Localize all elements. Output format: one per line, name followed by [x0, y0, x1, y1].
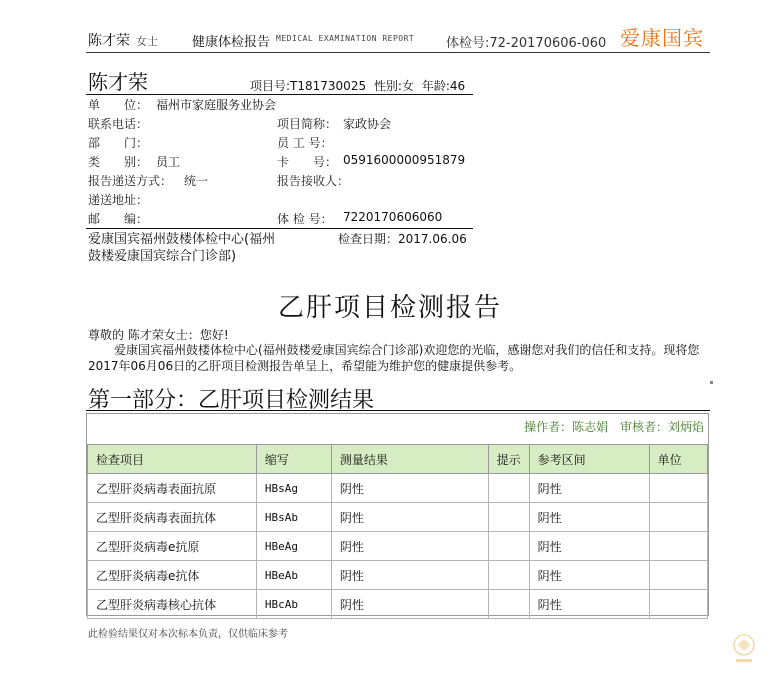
cell-result: 阴性 [331, 503, 488, 532]
header-report-title: 健康体检报告 [192, 35, 271, 50]
project-number-value: T181730025 [290, 79, 367, 93]
header-divider [86, 52, 710, 53]
table-row [88, 503, 708, 532]
field-unit-label: 单 位： [88, 98, 149, 112]
cell-reference: 阴性 [529, 590, 649, 619]
cell-item: 乙型肝炎病毒e抗原 [88, 532, 257, 561]
field-exam-no-label: 体 检 号： [277, 212, 333, 226]
cell-hint [488, 590, 529, 619]
field-project-abbr-label: 项目简称： [277, 117, 338, 131]
cell-unit [649, 532, 707, 561]
field-receiver-label: 报告接收人： [277, 174, 350, 188]
footnote: 此检验结果仅对本次标本负责，仅供临床参考 [88, 629, 288, 640]
cell-hint [488, 561, 529, 590]
column-header-item: 检查项目 [88, 445, 257, 474]
cell-abbr: HBeAb [256, 561, 331, 590]
cell-reference: 阴性 [529, 503, 649, 532]
table-row [88, 590, 708, 619]
check-date [338, 230, 467, 247]
patient-name: 陈才荣 [88, 70, 148, 94]
field-employee-no-label: 员 工 号： [277, 136, 333, 150]
field-delivery-address-label: 递送地址： [88, 193, 149, 207]
field-postcode-label: 邮 编： [88, 212, 149, 226]
cell-abbr: HBsAg [256, 474, 331, 503]
cell-reference: 阴性 [529, 474, 649, 503]
patient-meta [250, 77, 465, 94]
column-header-unit: 单位 [649, 445, 707, 474]
sex-label: 性别: [373, 79, 402, 93]
cell-item: 乙型肝炎病毒核心抗体 [88, 590, 257, 619]
reviewer-label: 审核者： [619, 420, 668, 434]
section-title: 第一部分：乙肝项目检测结果 [88, 388, 375, 413]
column-header-reference: 参考区间 [529, 445, 649, 474]
field-project-abbr-value: 家政协会 [343, 117, 392, 131]
cell-reference: 阴性 [529, 561, 649, 590]
operator-label: 操作者： [524, 420, 573, 434]
field-card-no-label: 卡 号： [277, 155, 338, 169]
cell-reference: 阴性 [529, 532, 649, 561]
operator-reviewer [524, 418, 704, 435]
corner-mark [710, 381, 713, 384]
cell-item: 乙型肝炎病毒表面抗原 [88, 474, 257, 503]
header-gender: 女士 [136, 35, 158, 48]
results-table [87, 444, 708, 619]
table-header-row [88, 445, 708, 474]
results-panel [86, 413, 709, 616]
institution-divider [86, 228, 473, 229]
brand-logo: 爱康国宾 [620, 26, 704, 50]
cell-abbr: HBcAb [256, 590, 331, 619]
check-date-value: 2017.06.06 [398, 232, 467, 246]
cell-abbr: HBeAg [256, 532, 331, 561]
sex-value: 女 [401, 79, 414, 93]
cell-result: 阴性 [331, 561, 488, 590]
patient-divider [86, 94, 473, 95]
field-card-no-value: 0591600000951879 [343, 153, 466, 167]
header-report-subtitle: MEDICAL EXAMINATION REPORT [276, 34, 415, 43]
age-label: 年龄: [421, 79, 450, 93]
field-phone-label: 联系电话： [88, 117, 149, 131]
column-header-result: 测量结果 [331, 445, 488, 474]
cell-unit [649, 590, 707, 619]
greeting: 尊敬的 陈才荣女士：您好! [88, 328, 229, 342]
operator-name: 陈志娟 [572, 420, 609, 434]
cell-hint [488, 474, 529, 503]
cell-result: 阴性 [331, 532, 488, 561]
intro-paragraph: 爱康国宾福州鼓楼体检中心(福州鼓楼爱康国宾综合门诊部)欢迎您的光临，感谢您对我们的信任和支持。现将您2017年06月06日的乙肝项目检测报告单呈上，希望能为维护您的健康提供参考。 [88, 343, 700, 373]
field-delivery-method-label: 报告递送方式： [88, 174, 173, 188]
column-header-abbr: 缩写 [256, 445, 331, 474]
header-patient-name: 陈才荣 [88, 33, 130, 49]
table-row [88, 561, 708, 590]
age-value: 46 [449, 79, 466, 93]
table-row [88, 474, 708, 503]
cell-unit [649, 474, 707, 503]
check-date-label: 检查日期： [338, 232, 399, 246]
cell-item: 乙型肝炎病毒表面抗体 [88, 503, 257, 532]
cell-unit [649, 503, 707, 532]
field-exam-no-value: 7220170606060 [343, 210, 443, 224]
section-divider [86, 410, 710, 411]
header-exam-number [446, 32, 606, 51]
table-row [88, 532, 708, 561]
brand-seal-icon [729, 631, 759, 667]
cell-unit [649, 561, 707, 590]
cell-abbr: HBsAb [256, 503, 331, 532]
cell-item: 乙型肝炎病毒e抗体 [88, 561, 257, 590]
header-exam-number-label: 体检号: [446, 36, 490, 51]
report-title: 乙肝项目检测报告 [277, 293, 502, 323]
column-header-hint: 提示 [488, 445, 529, 474]
cell-hint [488, 503, 529, 532]
field-category-label: 类 别： [88, 155, 149, 169]
cell-result: 阴性 [331, 474, 488, 503]
cell-hint [488, 532, 529, 561]
institution-name: 爱康国宾福州鼓楼体检中心(福州鼓楼爱康国宾综合门诊部) [88, 232, 276, 264]
cell-result: 阴性 [331, 590, 488, 619]
reviewer-name: 刘炳焰 [667, 420, 704, 434]
field-department-label: 部 门： [88, 136, 149, 150]
project-number-label: 项目号: [250, 79, 291, 93]
field-category-value: 员工 [156, 155, 181, 169]
field-unit-value: 福州市家庭服务业协会 [156, 98, 277, 112]
field-delivery-method-value: 统一 [184, 174, 209, 188]
header-exam-number-value: 72-20170606-060 [489, 36, 607, 51]
